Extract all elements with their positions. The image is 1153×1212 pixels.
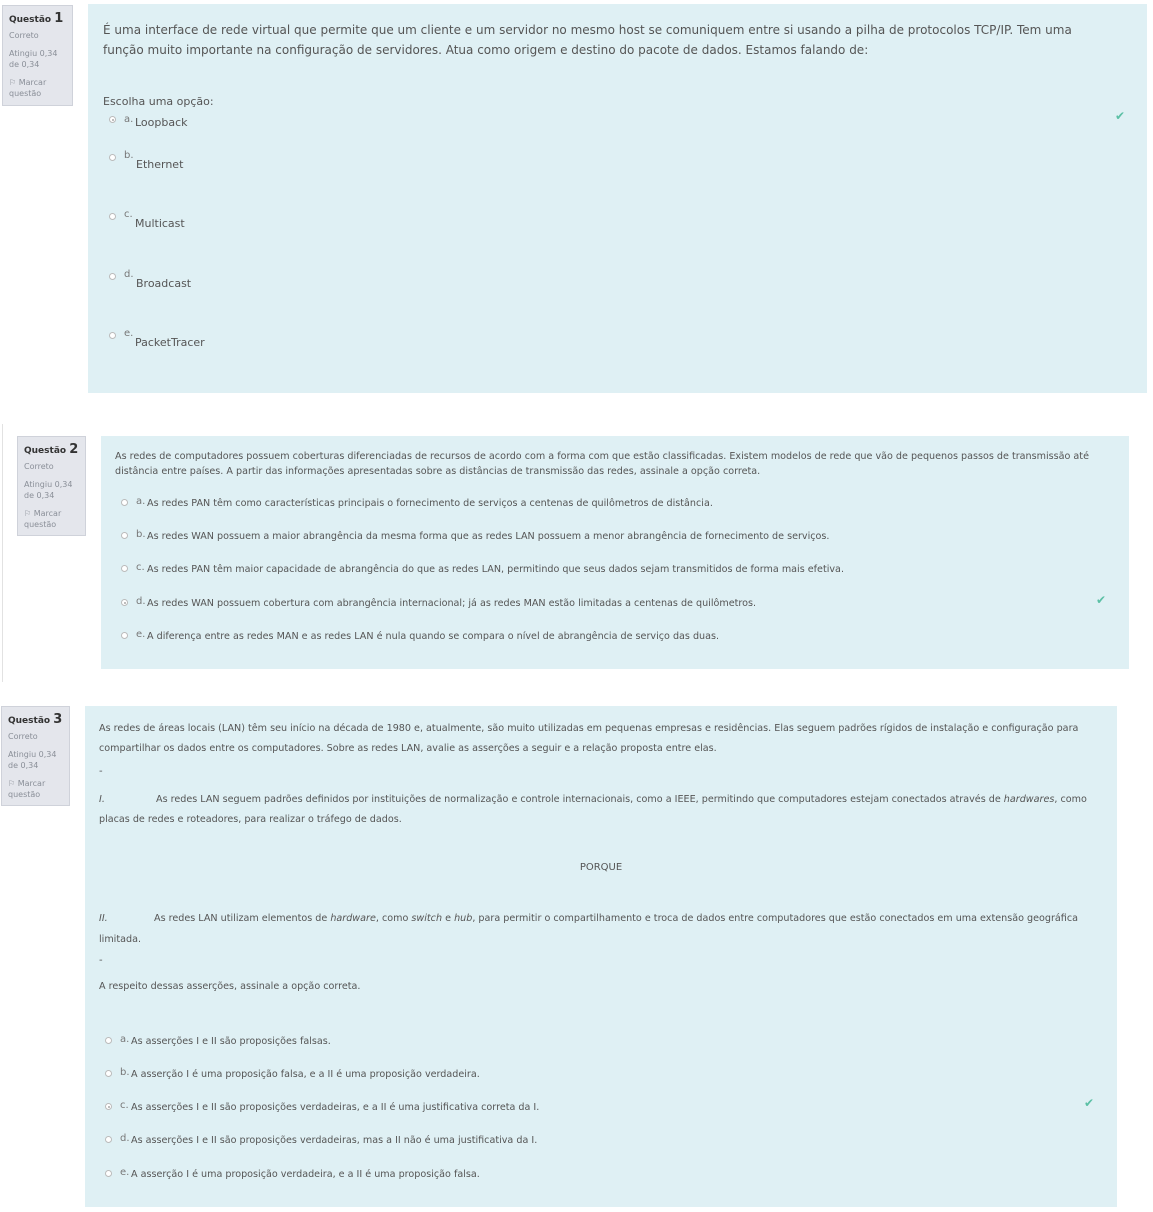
radio-button[interactable] bbox=[121, 565, 128, 572]
option-text: As asserções I e II são proposições verdadeiras, e a II é uma justificativa correta da I. bbox=[131, 1102, 540, 1113]
option-letter: b. bbox=[136, 529, 146, 540]
answer-option-a[interactable] bbox=[108, 114, 408, 138]
flag-icon: ⚐ bbox=[8, 779, 16, 788]
option-letter: c. bbox=[124, 209, 133, 220]
question-grade: Atingiu 0,34 de 0,34 bbox=[8, 750, 57, 770]
radio-button[interactable] bbox=[105, 1070, 112, 1077]
option-text: Multicast bbox=[135, 217, 185, 230]
assertion-1: I. As redes LAN seguem padrões definidos por instituições de normalização e controle internacionais, como a IEEE, permitindo que computadores estejam conectados através de hardwares, como placas de redes e roteadores, para realizar o tráfego de dados. bbox=[99, 794, 1087, 825]
answer-option-b[interactable] bbox=[108, 148, 408, 178]
question-status: Correto bbox=[9, 31, 39, 40]
answer-prompt: Escolha uma opção: bbox=[103, 95, 214, 108]
checkmark-icon: ✔ bbox=[1084, 1096, 1095, 1110]
radio-button[interactable] bbox=[109, 273, 116, 280]
answer-option-c[interactable] bbox=[105, 1100, 1005, 1118]
question-number: Questão 1 bbox=[9, 11, 64, 26]
option-letter: e. bbox=[136, 629, 146, 640]
question-intro: As redes de áreas locais (LAN) têm seu início na década de 1980 e, atualmente, são muito utilizadas em pequenas empresas e residências. Elas seguem padrões rígidos de instalação e configuração para compartilhar os dados entre os computadores. Sobre as redes LAN, avalie as asserções a seguir e a relação proposta entre elas. bbox=[99, 723, 1079, 754]
option-text: PacketTracer bbox=[135, 336, 205, 349]
radio-button[interactable] bbox=[109, 116, 116, 123]
question-number: Questão 2 bbox=[24, 442, 79, 457]
radio-button[interactable] bbox=[109, 213, 116, 220]
question-number: Questão 3 bbox=[8, 712, 63, 727]
option-text: As redes WAN possuem a maior abrangência da mesma forma que as redes LAN possuem a menor abrangência de fornecimento de serviços. bbox=[147, 531, 830, 542]
option-letter: a. bbox=[124, 114, 134, 125]
flag-question-link[interactable]: ⚐ Marcar questão bbox=[24, 509, 62, 529]
question-grade: Atingiu 0,34 de 0,34 bbox=[9, 49, 58, 69]
option-letter: d. bbox=[124, 269, 134, 280]
answer-option-c[interactable] bbox=[108, 207, 408, 237]
option-text: Broadcast bbox=[136, 277, 192, 290]
instruction-text: A respeito dessas asserções, assinale a opção correta. bbox=[99, 981, 361, 992]
option-text: Ethernet bbox=[136, 158, 184, 171]
answer-option-e[interactable] bbox=[108, 326, 408, 356]
flag-question-link[interactable]: ⚐ Marcar questão bbox=[8, 779, 46, 799]
question-info-3 bbox=[1, 706, 70, 806]
answer-option-e[interactable] bbox=[105, 1167, 1005, 1185]
option-text: A diferença entre as redes MAN e as redes LAN é nula quando se compara o nível de abrangência de serviço das duas. bbox=[147, 631, 720, 642]
question-status: Correto bbox=[8, 732, 38, 741]
assertion-2: II. As redes LAN utilizam elementos de hardware, como switch e hub, para permitir o compartilhamento e troca de dados entre computadores que estão conectados em uma extensão geográfica limitada. bbox=[99, 913, 1078, 945]
flag-icon: ⚐ bbox=[9, 78, 17, 87]
option-text: Loopback bbox=[135, 116, 188, 129]
question-info-2 bbox=[17, 436, 86, 536]
question-info-1 bbox=[2, 5, 73, 106]
radio-button[interactable] bbox=[121, 632, 128, 639]
option-text: As redes PAN têm maior capacidade de abrangência do que as redes LAN, permitindo que seus dados sejam transmitidos de forma mais efetiva. bbox=[147, 564, 844, 575]
checkmark-icon: ✔ bbox=[1096, 593, 1107, 607]
checkmark-icon: ✔ bbox=[1115, 109, 1126, 123]
option-letter: b. bbox=[120, 1067, 130, 1078]
option-letter: e. bbox=[124, 328, 134, 339]
option-text: As redes WAN possuem cobertura com abrangência internacional; já as redes MAN estão limitadas a centenas de quilômetros. bbox=[147, 598, 757, 609]
answer-option-a[interactable] bbox=[105, 1034, 1005, 1052]
question-grade: Atingiu 0,34 de 0,34 bbox=[24, 480, 73, 500]
option-letter: c. bbox=[136, 562, 145, 573]
question-text: As redes de computadores possuem coberturas diferenciadas de recursos de acordo com a forma com que estão classificadas. Existem modelos de rede que vão de pequenos passos de transmissão até distância entre países. A partir das informações apresentadas sobre as distâncias de transmissão das redes, assinale a opção correta. bbox=[115, 451, 1089, 477]
radio-button[interactable] bbox=[121, 599, 128, 606]
option-letter: e. bbox=[120, 1167, 130, 1178]
answer-option-d[interactable] bbox=[108, 267, 408, 297]
answer-option-a[interactable] bbox=[121, 496, 1021, 514]
dash-separator: - bbox=[99, 766, 103, 777]
porque-label: PORQUE bbox=[579, 862, 623, 873]
option-text: As redes PAN têm como características principais o fornecimento de serviços a centenas de quilômetros de distância. bbox=[147, 498, 713, 509]
radio-button[interactable] bbox=[109, 332, 116, 339]
radio-button[interactable] bbox=[105, 1103, 112, 1110]
divider bbox=[2, 424, 3, 682]
dash-separator: - bbox=[99, 955, 103, 966]
radio-button[interactable] bbox=[109, 154, 116, 161]
answer-option-b[interactable] bbox=[105, 1067, 1005, 1085]
question-status: Correto bbox=[24, 462, 54, 471]
answer-option-d[interactable] bbox=[105, 1133, 1005, 1151]
answer-option-b[interactable] bbox=[121, 529, 1021, 547]
question-panel-2 bbox=[101, 436, 1129, 669]
option-text: As asserções I e II são proposições verdadeiras, mas a II não é uma justificativa da I. bbox=[131, 1135, 538, 1146]
option-text: As asserções I e II são proposições falsas. bbox=[131, 1036, 331, 1047]
radio-button[interactable] bbox=[121, 499, 128, 506]
option-letter: a. bbox=[120, 1034, 130, 1045]
question-text: É uma interface de rede virtual que permite que um cliente e um servidor no mesmo host se comuniquem entre si usando a pilha de protocolos TCP/IP. Tem uma função muito importante na configuração de servidores. Atua como origem e destino do pacote de dados. Estamos falando de: bbox=[103, 23, 1072, 57]
answer-option-e[interactable] bbox=[121, 629, 1021, 647]
answer-option-c[interactable] bbox=[121, 562, 1021, 580]
flag-icon: ⚐ bbox=[24, 509, 32, 518]
answer-option-d[interactable] bbox=[121, 596, 1021, 614]
question-panel-3 bbox=[85, 706, 1117, 1207]
option-letter: d. bbox=[136, 596, 146, 607]
radio-button[interactable] bbox=[105, 1037, 112, 1044]
question-panel-1 bbox=[88, 4, 1147, 393]
option-letter: a. bbox=[136, 496, 146, 507]
option-text: A asserção I é uma proposição falsa, e a II é uma proposição verdadeira. bbox=[131, 1069, 480, 1080]
option-letter: b. bbox=[124, 150, 134, 161]
option-text: A asserção I é uma proposição verdadeira, e a II é uma proposição falsa. bbox=[131, 1169, 480, 1180]
flag-question-link[interactable]: ⚐ Marcar questão bbox=[9, 78, 47, 98]
radio-button[interactable] bbox=[105, 1136, 112, 1143]
option-letter: c. bbox=[120, 1100, 129, 1111]
option-letter: d. bbox=[120, 1133, 130, 1144]
radio-button[interactable] bbox=[121, 532, 128, 539]
radio-button[interactable] bbox=[105, 1170, 112, 1177]
